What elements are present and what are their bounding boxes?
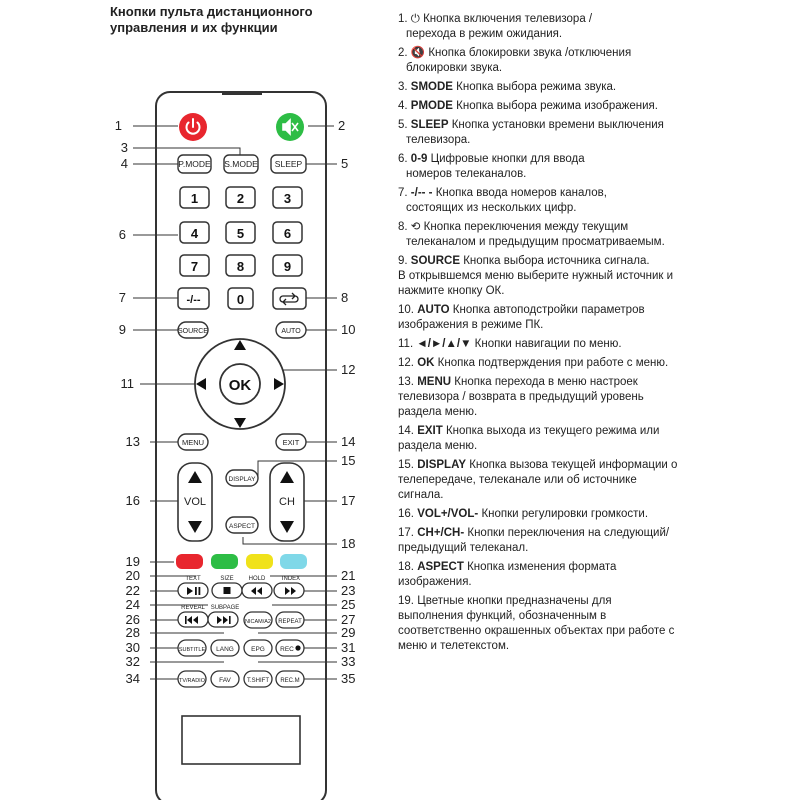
index-caption: INDEX: [281, 576, 301, 582]
desc-item-8: [398, 220, 794, 250]
heading-line-1: Кнопки пульта дистанционного: [110, 4, 313, 19]
desc-item-2: [398, 46, 794, 76]
callout-19: 19: [125, 554, 140, 569]
desc-4-key: PMODE: [410, 100, 453, 112]
lang-label: LANG: [216, 646, 234, 653]
desc-9-number: 9.: [398, 255, 408, 267]
desc-7-text: Кнопка ввода номеров каналов,: [435, 187, 607, 199]
desc-15-text-2: телепередаче, телеканале или об источнике: [398, 474, 637, 486]
callout-6: 6: [118, 227, 126, 242]
fav-label: FAV: [219, 677, 231, 684]
desc-13-text-2: телевизора / возврата в предыдущий уровень: [398, 391, 644, 403]
power-icon: ⏻: [410, 13, 420, 25]
desc-10-text-2: изображения в режиме ПК.: [398, 319, 544, 331]
digit-2-label: 2: [236, 191, 245, 206]
desc-5-text: Кнопка установки времени выключения: [451, 119, 664, 131]
digit-7-label: 7: [190, 259, 199, 274]
subpage-caption: SUBPAGE: [210, 605, 240, 611]
desc-18-key: ASPECT: [417, 561, 464, 573]
callout-17: 17: [341, 493, 356, 508]
callout-22: 22: [125, 583, 140, 598]
navigation-pad: [195, 339, 285, 429]
desc-14-text-2: раздела меню.: [398, 440, 478, 452]
green-key[interactable]: [211, 554, 238, 569]
desc-12-text: Кнопка подтверждения при работе с меню.: [437, 357, 669, 369]
callout-28: 28: [125, 625, 140, 640]
desc-8-text: Кнопка переключения между текущим: [423, 221, 629, 233]
auto-label: AUTO: [281, 328, 301, 335]
desc-9-text-3: нажмите кнопку ОК.: [398, 285, 505, 297]
desc-item-19: [398, 594, 794, 654]
source-label: SOURCE: [178, 328, 208, 335]
desc-19-text-2: выполнения функций, обозначенным в: [398, 610, 607, 622]
exit-label: EXIT: [282, 438, 300, 447]
desc-8-text-2: телеканалом и предыдущим просматриваемым.: [406, 236, 665, 248]
desc-19-text-3: соответственно окрашенных объектах при работе с: [398, 625, 675, 637]
callout-1: 1: [114, 118, 122, 133]
desc-18-text-2: изображения.: [398, 576, 472, 588]
desc-item-9: [398, 254, 794, 299]
callout-23: 23: [341, 583, 356, 598]
desc-5-number: 5.: [398, 119, 408, 131]
desc-3-text: Кнопка выбора режима звука.: [456, 81, 617, 93]
desc-5-text-2: телевизора.: [406, 134, 471, 146]
desc-2-number: 2.: [398, 47, 408, 59]
desc-6-text: Цифровые кнопки для ввода: [430, 153, 585, 165]
callout-31: 31: [341, 640, 356, 655]
desc-5-key: SLEEP: [410, 119, 449, 131]
digit-0-label: 0: [236, 292, 245, 307]
desc-13-number: 13.: [398, 376, 414, 388]
record-dot-icon: [295, 645, 300, 650]
desc-9-text: Кнопка выбора источника сигнала.: [463, 255, 650, 267]
callout-16: 16: [125, 493, 140, 508]
play-pause-button[interactable]: [178, 583, 208, 598]
yellow-key[interactable]: [246, 554, 273, 569]
desc-11-key: ◄/►/▲/▼: [416, 338, 472, 350]
desc-7-text-2: состоящих из нескольких цифр.: [406, 202, 577, 214]
desc-2-text: Кнопка блокировки звука /отключения: [428, 47, 632, 59]
desc-item-12: [398, 356, 794, 371]
callout-13: 13: [125, 434, 140, 449]
desc-16-key: VOL+/VOL-: [417, 508, 479, 520]
callout-14: 14: [341, 434, 356, 449]
desc-7-key: -/-- -: [410, 187, 433, 199]
sleep-label: SLEEP: [274, 159, 303, 169]
callout-5: 5: [341, 156, 349, 171]
desc-9-text-2: В открывшемся меню выберите нужный источник и: [398, 270, 674, 282]
desc-12-key: OK: [417, 357, 435, 369]
repeat-label: REPEAT: [278, 619, 302, 625]
display-label: DISPLAY: [228, 476, 256, 483]
callout-33: 33: [341, 654, 356, 669]
desc-14-text: Кнопка выхода из текущего режима или: [445, 425, 660, 437]
digit-6-label: 6: [283, 226, 292, 241]
desc-12-number: 12.: [398, 357, 414, 369]
callout-34: 34: [125, 671, 140, 686]
heading-line-2: управления и их функции: [110, 20, 278, 35]
desc-6-text-2: номеров телеканалов.: [406, 168, 527, 180]
mute-icon: 🔇: [410, 47, 426, 59]
callout-35: 35: [341, 671, 356, 686]
desc-6-number: 6.: [398, 153, 408, 165]
callout-21: 21: [341, 568, 356, 583]
digit-9-label: 9: [283, 259, 292, 274]
desc-2-text-2: блокировки звука.: [406, 62, 503, 74]
callout-24: 24: [125, 597, 140, 612]
desc-4-number: 4.: [398, 100, 408, 112]
desc-17-number: 17.: [398, 527, 414, 539]
callout-20: 20: [125, 568, 140, 583]
smode-label: S.MODE: [224, 159, 258, 169]
callout-4: 4: [120, 156, 128, 171]
desc-item-1: [398, 12, 794, 42]
desc-item-7: [398, 186, 794, 216]
desc-9-key: SOURCE: [410, 255, 460, 267]
desc-14-key: EXIT: [417, 425, 443, 437]
callout-7: 7: [118, 290, 126, 305]
desc-item-18: [398, 560, 794, 590]
callout-29: 29: [341, 625, 356, 640]
desc-13-text: Кнопка перехода в меню настроек: [454, 376, 638, 388]
desc-11-text: Кнопки навигации по меню.: [474, 338, 622, 350]
ok-label: OK: [228, 377, 252, 394]
mute-button[interactable]: [276, 113, 304, 141]
prev-track-button[interactable]: [178, 612, 208, 627]
callout-11: 11: [120, 376, 134, 391]
tshift-label: T.SHIFT: [247, 678, 269, 684]
desc-18-text: Кнопка изменения формата: [467, 561, 617, 573]
desc-15-key: DISPLAY: [417, 459, 466, 471]
dash-label: -/--: [186, 294, 201, 306]
pmode-label: P.MODE: [178, 159, 211, 169]
desc-item-10: [398, 303, 794, 333]
desc-item-13: [398, 375, 794, 420]
ch-rocker[interactable]: [270, 463, 304, 541]
red-key[interactable]: [176, 554, 203, 569]
stop-icon: [224, 587, 231, 594]
callout-3: 3: [120, 140, 128, 155]
desc-17-text: Кнопки переключения на следующий/: [467, 527, 670, 539]
callout-30: 30: [125, 640, 140, 655]
desc-16-text: Кнопки регулировки громкости.: [481, 508, 649, 520]
desc-13-key: MENU: [417, 376, 452, 388]
desc-13-text-3: раздела меню.: [398, 406, 478, 418]
rec-m-label: REC.M: [280, 678, 300, 684]
callout-26: 26: [125, 612, 140, 627]
digit-4-label: 4: [190, 226, 199, 241]
desc-6-key: 0-9: [410, 153, 428, 165]
digit-5-label: 5: [236, 226, 245, 241]
subtitle-label: SUBTITLE: [178, 647, 206, 653]
function-descriptions: [398, 12, 794, 658]
digit-1-label: 1: [190, 191, 199, 206]
callout-25: 25: [341, 597, 356, 612]
desc-15-number: 15.: [398, 459, 414, 471]
callout-15: 15: [341, 453, 356, 468]
label-window: [182, 716, 300, 764]
desc-3-key: SMODE: [410, 81, 453, 93]
desc-item-6: [398, 152, 794, 182]
tv-radio-label: TV/RADIO: [179, 678, 205, 684]
desc-18-number: 18.: [398, 561, 414, 573]
size-caption: SIZE: [220, 576, 234, 582]
cyan-key[interactable]: [280, 554, 307, 569]
power-button[interactable]: [179, 113, 207, 141]
desc-1-text: Кнопка включения телевизора /: [423, 13, 593, 25]
desc-19-number: 19.: [398, 595, 414, 607]
desc-1-number: 1.: [398, 13, 408, 25]
desc-item-16: [398, 507, 794, 522]
desc-15-text: Кнопка вызова текущей информации о: [469, 459, 678, 471]
desc-item-14: [398, 424, 794, 454]
aspect-label: ASPECT: [228, 523, 256, 530]
desc-17-text-2: предыдущий телеканал.: [398, 542, 529, 554]
desc-8-number: 8.: [398, 221, 408, 233]
menu-label: MENU: [181, 438, 205, 447]
reveal-caption: REVEAL: [181, 605, 205, 611]
digit-8-label: 8: [236, 259, 245, 274]
hold-caption: HOLD: [248, 576, 266, 582]
rewind-button[interactable]: [242, 583, 272, 598]
callout-32: 32: [125, 654, 140, 669]
mode-buttons: [178, 155, 306, 173]
desc-10-text: Кнопка автоподстройки параметров: [452, 304, 645, 316]
callout-8: 8: [341, 290, 349, 305]
return-icon: ⟲: [410, 221, 421, 233]
desc-item-15: [398, 458, 794, 503]
epg-label: EPG: [251, 646, 265, 653]
desc-1-text-2: перехода в режим ожидания.: [406, 28, 563, 40]
desc-10-key: AUTO: [417, 304, 450, 316]
digit-3-label: 3: [283, 191, 292, 206]
callout-9: 9: [118, 322, 126, 337]
desc-item-5: [398, 118, 794, 148]
nicam-label: NICAM/A2: [245, 619, 271, 625]
callout-12: 12: [341, 362, 356, 377]
desc-4-text: Кнопка выбора режима изображения.: [456, 100, 658, 112]
desc-17-key: CH+/CH-: [417, 527, 465, 539]
desc-14-number: 14.: [398, 425, 414, 437]
desc-item-3: [398, 80, 794, 95]
rec-label: REC: [280, 646, 294, 653]
desc-item-17: [398, 526, 794, 556]
desc-19-text-4: меню и телетекстом.: [398, 640, 510, 652]
callout-10: 10: [341, 322, 356, 337]
callout-27: 27: [341, 612, 356, 627]
desc-item-11: [398, 337, 794, 352]
ch-label: CH: [279, 496, 295, 508]
callout-18: 18: [341, 536, 356, 551]
desc-16-number: 16.: [398, 508, 414, 520]
vol-label: VOL: [183, 496, 207, 508]
desc-10-number: 10.: [398, 304, 414, 316]
desc-3-number: 3.: [398, 81, 408, 93]
desc-7-number: 7.: [398, 187, 408, 199]
vol-rocker[interactable]: [178, 463, 212, 541]
desc-item-4: [398, 99, 794, 114]
text-caption: TEXT: [185, 576, 201, 582]
desc-15-text-3: сигнала.: [398, 489, 444, 501]
callout-2: 2: [338, 118, 346, 133]
return-button[interactable]: [273, 288, 306, 309]
desc-11-number: 11.: [398, 338, 414, 350]
desc-19-text: Цветные кнопки предназначены для: [417, 595, 612, 607]
